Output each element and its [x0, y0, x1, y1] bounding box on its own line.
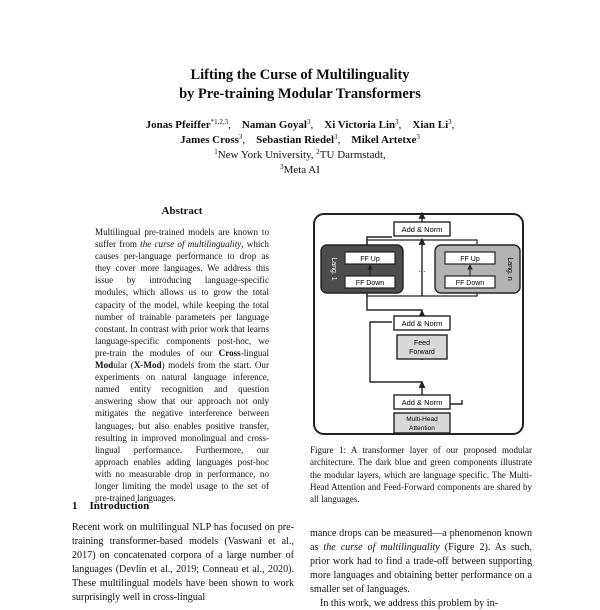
ff-up-label-lang1: FF Up [360, 256, 380, 263]
affil-sup: 1 [214, 148, 218, 156]
author-sup: 3 [448, 118, 452, 126]
author-sup: *1,2,3 [210, 118, 229, 126]
author-sup: 3 [334, 133, 338, 141]
ff-down-label-lang1: FF Down [355, 280, 385, 287]
author-name: Naman Goyal [241, 119, 307, 131]
abstract-heading: Abstract [161, 205, 203, 217]
transformer-layer-diagram [312, 212, 526, 438]
author-sup: 3 [416, 133, 420, 141]
author-name: James Cross [180, 134, 239, 146]
right-italic: the curse of multilinguality [323, 541, 440, 553]
add-norm-low-label: Add & Norm [401, 398, 443, 407]
affiliation-line-1 [0, 148, 600, 163]
author-line-2: James Cross$^3$, Sebastian Riedel$^3$, Mikel Artetxe$^3$ [180, 133, 420, 146]
author-sup: 3 [307, 118, 311, 126]
title-line-1: Lifting the Curse of Multilinguality [190, 67, 410, 83]
right-text: mance drops can be measured—a phenomenon known as [310, 528, 532, 553]
affil-sup: 3 [280, 163, 284, 171]
add-norm-mid-label: Add & Norm [401, 319, 443, 328]
author-name: Xi Victoria Lin [324, 119, 396, 131]
author-name: Sebastian Riedel [256, 134, 335, 146]
abstract-text: Multilingual pre-trained models are known to suffer from [95, 227, 269, 250]
lang-n-label: Lang. n [506, 257, 513, 281]
caption-text: A transformer layer of our proposed modular architecture. The dark blue and green components illustrate the modular layers, which are language specific. The Multi-Head Attention and Feed-Forward components are shared by all languages. [310, 445, 532, 505]
affiliation-line-2 [0, 163, 600, 178]
affil-nyu: New York University, [217, 149, 317, 161]
section-title: Introduction [89, 500, 150, 512]
author-sup: 3 [395, 118, 399, 126]
forward-label: Forward [409, 349, 435, 356]
author-line-1: Jonas Pfeiffer$^{*1,2,3}$, Naman Goyal$^3$, Xi Victoria Lin$^3$, Xian Li$^3$, [145, 118, 455, 131]
abstract-text: , which causes per-language performance to drop as they cover more languages. We address this issue by introducing language-specific modules, which allows us to grow the total capacity of the model, while keeping the total number of trainable parameters per language constant. In contrast with prior work that learns language-specific components post-hoc, we pre-train the modules of our [95, 239, 269, 358]
affil-tud: TU Darmstadt, [319, 149, 386, 161]
right-paragraph-1 [310, 527, 532, 597]
lang-1-label: Lang. 1 [330, 257, 337, 281]
abstract-body [95, 226, 269, 504]
author-name: Mikel Artetxe [351, 134, 417, 146]
section-number: 1 [72, 500, 78, 512]
author-list [0, 118, 600, 148]
right-paragraph-2: In this work, we address this problem by in- [320, 597, 499, 609]
section-heading-introduction [72, 500, 149, 512]
multi-head-label: Multi-Head [406, 416, 438, 423]
ff-up-label-langn: FF Up [460, 256, 480, 263]
affil-meta: Meta AI [283, 164, 320, 176]
abstract-text: ) models from the start. Our experiments on natural language inference, named entity recognition and question answering show that our approach not only mitigates the negative interference between languages, but also enables positive transfer, resulting in improved monolingual and cross-lingual performance. Furthermore, our approach enables adding languages post-hoc with no measurable drop in performance, no longer limiting the model usage to the set of pre-trained languages. [95, 360, 269, 504]
author-sup: 3 [238, 133, 243, 141]
figure-1-caption [310, 444, 532, 505]
abstract-bold: Mod [95, 360, 114, 371]
author-name: Jonas Pfeiffer [145, 119, 211, 131]
author-name: Xian Li [412, 119, 449, 131]
caption-label: Figure 1: [310, 445, 346, 455]
add-norm-top-label: Add & Norm [401, 225, 443, 234]
introduction-body: Recent work on multilingual NLP has focused on pre-training transformer-based models (Vaswani et al., 2017) on concatenated corpora of a large number of languages (Devlin et al., 2019; Conneau et al., 2020). These multilingual models have been shown to work surprisingly well in cross-lingual [72, 522, 294, 603]
module-ellipsis: ... [418, 265, 426, 274]
attention-label: Attention [409, 425, 435, 432]
ff-down-label-langn: FF Down [455, 280, 485, 287]
abstract-italic: the curse of multilinguality [140, 239, 242, 250]
paper-title [0, 66, 600, 104]
abstract-text: ular ( [113, 360, 134, 371]
title-line-2: by Pre-training Modular Transformers [179, 86, 421, 102]
abstract-bold: X-Mod [133, 360, 162, 371]
abstract-text: -lingual [240, 347, 269, 358]
right-column-text [310, 527, 532, 610]
abstract-bold: Cross [218, 347, 241, 358]
right-text: (Figure 2). As such, prior work had to find a trade-off between supporting more languages and obtaining better performance on a smaller set of languages. [310, 541, 533, 595]
feed-label: Feed [414, 340, 430, 347]
affil-sup: 2 [316, 148, 320, 156]
figure-1-diagram [312, 212, 526, 438]
affiliations [0, 148, 600, 178]
